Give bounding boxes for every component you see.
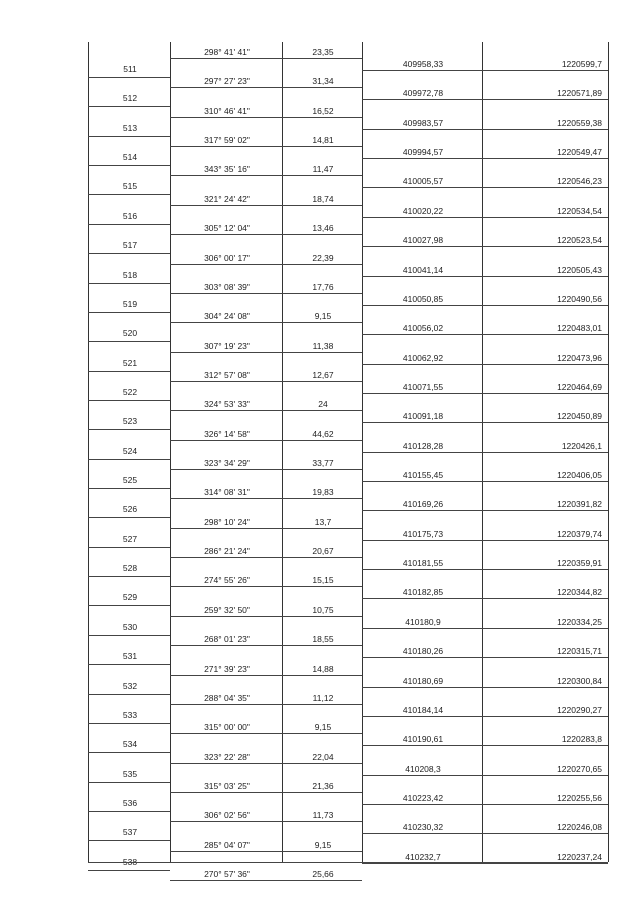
row-rule [170, 645, 362, 646]
coordinate-x: 410169,26 [402, 499, 444, 510]
row-rule [88, 459, 170, 460]
coordinate-x: 409983,57 [402, 117, 444, 128]
coordinate-x: 410190,61 [402, 734, 444, 745]
row-rule [362, 540, 608, 541]
row-rule [362, 716, 608, 717]
segment-angle: 315° 00' 00" [204, 722, 250, 733]
segment-distance: 11,12 [312, 692, 334, 703]
coordinate-y: 1220334,25 [557, 616, 602, 627]
row-rule [88, 194, 170, 195]
row-rule [170, 440, 362, 441]
row-rule [170, 58, 362, 59]
point-number: 530 [122, 621, 138, 632]
coordinate-y: 1220450,89 [557, 411, 602, 422]
segment-distance: 12,67 [312, 369, 334, 380]
point-number: 529 [122, 592, 138, 603]
row-rule [362, 158, 608, 159]
row-rule [362, 99, 608, 100]
segment-angle: 305° 12' 04" [204, 223, 250, 234]
point-number: 527 [122, 533, 138, 544]
coordinate-y: 1220534,54 [557, 205, 602, 216]
segment-distance: 22,39 [312, 252, 334, 263]
row-rule [170, 821, 362, 822]
row-rule [362, 833, 608, 834]
coordinate-y: 1220523,54 [557, 235, 602, 246]
segment-distance: 20,67 [312, 546, 334, 557]
segment-distance: 31,34 [312, 76, 334, 87]
row-rule [88, 870, 170, 871]
row-rule [362, 187, 608, 188]
row-rule [170, 264, 362, 265]
row-rule [88, 312, 170, 313]
segment-angle: 323° 22' 28" [204, 751, 250, 762]
coordinate-x: 410050,85 [402, 293, 444, 304]
row-rule [88, 165, 170, 166]
coordinate-y: 1220505,43 [557, 264, 602, 275]
row-rule [88, 77, 170, 78]
row-rule [170, 616, 362, 617]
segment-distance: 18,55 [312, 634, 334, 645]
row-rule [362, 687, 608, 688]
coordinate-x: 410071,55 [402, 381, 444, 392]
row-rule [362, 804, 608, 805]
row-rule [170, 528, 362, 529]
row-rule [88, 635, 170, 636]
coordinate-x: 410091,18 [402, 411, 444, 422]
row-rule [88, 664, 170, 665]
row-rule [362, 569, 608, 570]
segment-angle: 274° 55' 26" [204, 575, 250, 586]
coordinate-x: 409994,57 [402, 147, 444, 158]
row-rule [88, 488, 170, 489]
row-rule [88, 283, 170, 284]
row-rule [362, 305, 608, 306]
row-rule [362, 246, 608, 247]
row-rule [362, 598, 608, 599]
point-number: 522 [122, 386, 138, 397]
coordinate-x: 410232,7 [405, 851, 441, 862]
point-number: 536 [122, 798, 138, 808]
point-number: 528 [122, 563, 138, 574]
point-number: 514 [122, 152, 138, 163]
row-rule [170, 117, 362, 118]
row-rule [170, 381, 362, 382]
segment-distance: 17,76 [312, 281, 334, 292]
row-rule [88, 517, 170, 518]
row-rule [88, 605, 170, 606]
coordinate-y: 1220464,69 [557, 381, 602, 392]
segment-angle: 326° 14' 58" [204, 428, 250, 439]
coordinate-y: 1220391,82 [557, 499, 602, 510]
coordinate-y: 1220315,71 [557, 646, 602, 657]
segment-distance: 16,52 [312, 105, 334, 116]
segment-angle: 321° 24' 42" [204, 193, 250, 204]
segment-angle: 312° 57' 08" [204, 369, 250, 380]
coordinate-x: 410180,9 [405, 616, 441, 627]
row-rule [170, 851, 362, 852]
segment-distance: 14,88 [312, 663, 334, 674]
segment-angle: 317° 59' 02" [204, 135, 250, 146]
segment-angle: 304° 24' 08" [204, 311, 250, 322]
segment-angle: 306° 00' 17" [204, 252, 250, 263]
row-rule [88, 106, 170, 107]
point-number: 537 [122, 827, 138, 838]
row-rule [170, 880, 362, 881]
coordinate-x: 410155,45 [402, 470, 444, 481]
segment-angle: 270° 57' 36" [204, 869, 250, 880]
row-rule [170, 763, 362, 764]
coordinate-x: 410062,92 [402, 352, 444, 363]
segment-distance: 25,66 [312, 869, 334, 880]
segment-angle: 288° 04' 35" [204, 692, 250, 703]
segment-distance: 15,15 [312, 575, 334, 586]
coordinate-y: 1220406,05 [557, 470, 602, 481]
coordinate-x: 410181,55 [402, 558, 444, 569]
row-rule [170, 557, 362, 558]
segment-distance: 9,15 [314, 311, 332, 322]
row-rule [88, 782, 170, 783]
row-rule [88, 136, 170, 137]
row-rule [170, 175, 362, 176]
coordinate-y: 1220283,8 [561, 734, 602, 745]
coordinate-x: 410020,22 [402, 205, 444, 216]
row-rule [88, 752, 170, 753]
row-rule [362, 628, 608, 629]
coordinate-x: 410056,02 [402, 323, 444, 334]
coordinate-x: 410184,14 [402, 704, 444, 715]
point-number: 520 [122, 328, 138, 339]
coordinate-y: 1220559,38 [557, 117, 602, 128]
row-rule [88, 400, 170, 401]
point-number: 524 [122, 445, 138, 456]
point-number: 525 [122, 475, 138, 486]
coordinate-y: 1220490,56 [557, 293, 602, 304]
row-rule [88, 253, 170, 254]
segment-distance: 33,77 [312, 458, 334, 469]
segment-angle: 298° 10' 24" [204, 516, 250, 527]
point-number: 518 [122, 269, 138, 280]
row-rule [362, 217, 608, 218]
point-number: 517 [122, 240, 138, 251]
point-number: 511 [123, 64, 137, 74]
coordinate-y: 1220255,56 [557, 793, 602, 803]
segment-distance: 11,47 [312, 164, 334, 175]
row-rule [170, 205, 362, 206]
row-rule [362, 745, 608, 746]
point-number: 534 [122, 739, 138, 750]
segment-distance: 21,36 [312, 781, 334, 791]
row-rule [362, 657, 608, 658]
segment-angle: 268° 01' 23" [204, 634, 250, 645]
segment-angle: 271° 39' 23" [204, 663, 250, 674]
segment-angle: 314° 08' 31" [204, 487, 250, 498]
point-number: 515 [122, 181, 138, 192]
segment-angle: 315° 03' 25" [204, 781, 250, 791]
coordinate-y: 1220290,27 [557, 704, 602, 715]
coordinate-x: 410027,98 [402, 235, 444, 246]
point-number: 513 [122, 122, 138, 133]
point-number: 523 [122, 416, 138, 427]
segment-distance: 11,38 [312, 340, 334, 351]
table-bottom-rule [88, 862, 608, 863]
coordinate-x: 410182,85 [402, 587, 444, 598]
coordinate-x: 410180,26 [402, 646, 444, 657]
point-number: 531 [122, 651, 138, 662]
segment-angle: 298° 41' 41" [204, 47, 250, 57]
segment-angle: 303° 08' 39" [204, 281, 250, 292]
coordinate-x: 410128,28 [402, 440, 444, 451]
row-rule [362, 422, 608, 423]
segment-distance: 19,83 [312, 487, 334, 498]
row-rule [88, 576, 170, 577]
coordinate-y: 1220426,1 [561, 440, 602, 451]
row-rule [170, 146, 362, 147]
row-rule [88, 224, 170, 225]
coordinate-x: 410230,32 [402, 822, 444, 833]
segment-distance: 9,15 [314, 722, 332, 733]
segment-distance: 14,81 [312, 135, 334, 146]
row-rule [170, 733, 362, 734]
row-rule [362, 481, 608, 482]
row-rule [362, 70, 608, 71]
segment-distance: 24 [318, 399, 328, 410]
coordinate-y: 1220359,91 [557, 558, 602, 569]
row-rule [170, 410, 362, 411]
column-divider [608, 42, 609, 862]
segment-angle: 323° 34' 29" [204, 458, 250, 469]
column-divider [170, 42, 171, 862]
point-number: 535 [122, 768, 138, 779]
row-rule [170, 675, 362, 676]
point-number: 532 [122, 680, 138, 691]
row-rule [362, 452, 608, 453]
coordinate-y: 1220344,82 [557, 587, 602, 598]
segment-distance: 11,73 [312, 810, 334, 821]
point-number: 526 [122, 504, 138, 515]
coordinate-x: 410180,69 [402, 675, 444, 686]
point-number: 533 [122, 709, 138, 720]
coordinate-x: 409972,78 [402, 88, 444, 99]
coordinate-y: 1220483,01 [557, 323, 602, 334]
coordinate-y: 1220379,74 [557, 528, 602, 539]
row-rule [170, 704, 362, 705]
coordinate-y: 1220237,24 [557, 851, 602, 862]
point-number: 516 [122, 210, 138, 221]
segment-angle: 306° 02' 56" [204, 810, 250, 821]
row-rule [170, 586, 362, 587]
row-rule [88, 811, 170, 812]
point-number: 519 [122, 298, 138, 309]
row-rule [362, 364, 608, 365]
segment-angle: 286° 21' 24" [204, 546, 250, 557]
row-rule [88, 341, 170, 342]
row-rule [362, 276, 608, 277]
coordinate-y: 1220300,84 [557, 675, 602, 686]
row-rule [170, 293, 362, 294]
coordinate-y: 1220599,7 [561, 59, 602, 69]
coordinate-x: 410223,42 [402, 793, 444, 803]
coordinate-y: 1220549,47 [557, 147, 602, 158]
row-rule [88, 694, 170, 695]
row-rule [170, 792, 362, 793]
segment-distance: 9,15 [314, 839, 332, 850]
segment-distance: 13,7 [314, 516, 332, 527]
coordinate-y: 1220571,89 [557, 88, 602, 99]
row-rule [170, 322, 362, 323]
coordinate-x: 409958,33 [402, 59, 444, 69]
coordinate-y: 1220246,08 [557, 822, 602, 833]
coordinate-y: 1220546,23 [557, 176, 602, 187]
row-rule [170, 234, 362, 235]
segment-distance: 10,75 [312, 604, 334, 615]
coordinate-x: 410005,57 [402, 176, 444, 187]
row-rule [170, 498, 362, 499]
row-rule [88, 429, 170, 430]
segment-distance: 18,74 [312, 193, 334, 204]
segment-angle: 285° 04' 07" [204, 839, 250, 850]
row-rule [88, 371, 170, 372]
row-rule [170, 352, 362, 353]
segment-distance: 22,04 [312, 751, 334, 762]
column-divider [282, 42, 283, 862]
segment-angle: 310° 46' 41" [204, 105, 250, 116]
row-rule [170, 87, 362, 88]
segment-angle: 343° 35' 16" [204, 164, 250, 175]
segment-angle: 324° 53' 33" [204, 399, 250, 410]
coordinate-x: 410208,3 [405, 763, 441, 774]
segment-angle: 259° 32' 50" [204, 604, 250, 615]
coordinate-x: 410175,73 [402, 528, 444, 539]
row-rule [362, 129, 608, 130]
point-number: 521 [122, 357, 138, 368]
row-rule [362, 510, 608, 511]
segment-distance: 13,46 [312, 223, 334, 234]
row-rule [88, 547, 170, 548]
row-rule [362, 334, 608, 335]
segment-angle: 307° 19' 23" [204, 340, 250, 351]
coordinate-y: 1220473,96 [557, 352, 602, 363]
segment-distance: 44,62 [312, 428, 334, 439]
segment-distance: 23,35 [312, 47, 334, 57]
coordinate-y: 1220270,65 [557, 763, 602, 774]
point-number: 512 [122, 93, 138, 104]
row-rule [362, 775, 608, 776]
coordinate-x: 410041,14 [402, 264, 444, 275]
row-rule [362, 393, 608, 394]
row-rule [88, 840, 170, 841]
segment-angle: 297° 27' 23" [204, 76, 250, 87]
row-rule [170, 469, 362, 470]
row-rule [88, 723, 170, 724]
